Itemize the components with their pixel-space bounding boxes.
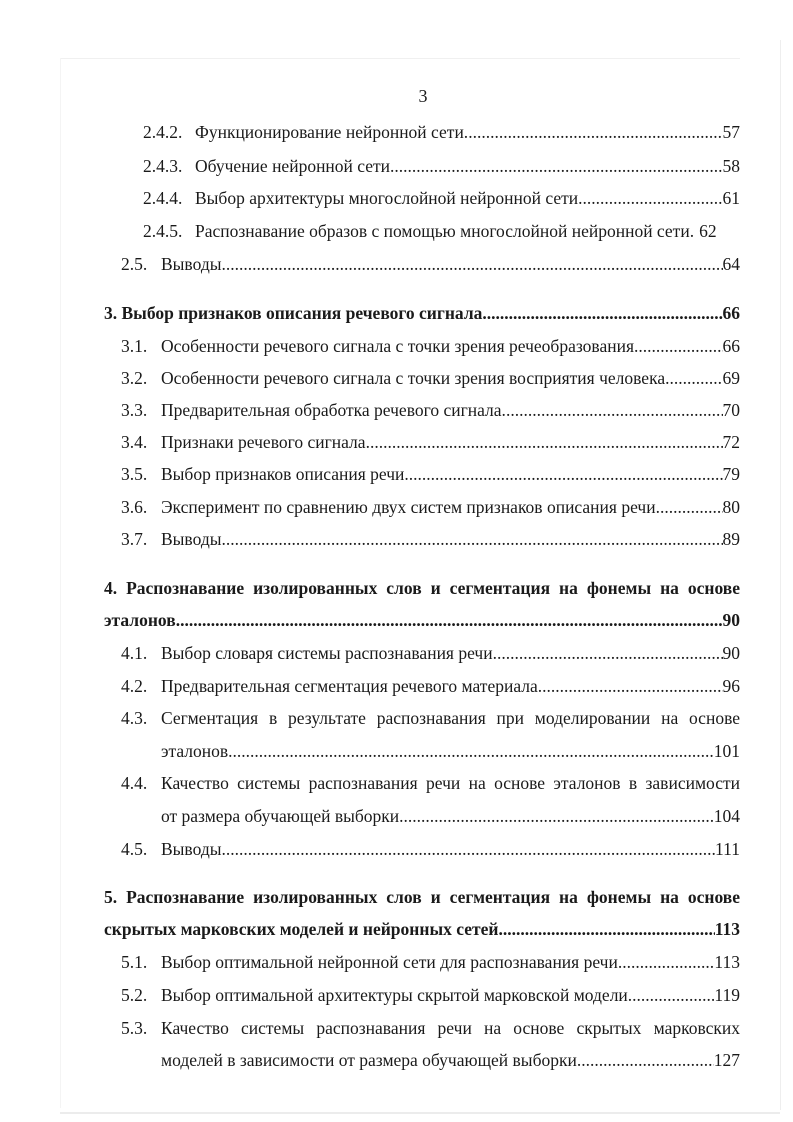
toc-entry-title: Выводы (161, 254, 222, 274)
toc-entry[interactable] (143, 220, 740, 242)
toc-leader-dots (366, 431, 723, 453)
toc-leader-dots (618, 951, 715, 973)
toc-entry-title: Выводы (161, 839, 222, 859)
toc-entry[interactable] (121, 838, 740, 860)
toc-leader-dots (221, 838, 715, 860)
toc-entry-title: Выбор оптимальной нейронной сети для распознавания речи (161, 952, 618, 972)
toc-leader-dots (482, 302, 722, 324)
toc-entry-page: 80 (722, 497, 740, 517)
toc-chapter-title-line2: скрытых марковских моделей и нейронных сетей (104, 919, 499, 939)
toc-entry-page: 58 (722, 156, 740, 176)
toc-entry-page: 72 (722, 432, 740, 452)
toc-entry-page: 104 (713, 806, 740, 826)
toc-entry[interactable] (161, 805, 740, 827)
toc-entry-number: 5.3. (121, 1018, 148, 1038)
toc-entry-title: Предварительная сегментация речевого материала. (161, 676, 543, 696)
toc-entry-title: Признаки речевого сигнала (161, 432, 366, 452)
toc-entry[interactable] (121, 253, 740, 275)
toc-chapter-title: 3. Выбор признаков описания речевого сигнала (104, 303, 483, 323)
toc-entry-title: Предварительная обработка речевого сигнала. (161, 400, 506, 420)
toc-entry-number: 4.4. (121, 773, 148, 793)
toc-entry[interactable] (121, 367, 740, 389)
toc-entry[interactable] (121, 496, 740, 518)
toc-entry-title-line2: эталонов. (161, 741, 233, 761)
toc-leader-dots (404, 463, 722, 485)
toc-leader-dots (583, 187, 723, 209)
toc-entry-page: 96 (722, 676, 740, 696)
toc-entry[interactable] (143, 187, 740, 209)
toc-entry-number: 2.4.4. (143, 188, 183, 208)
toc-entry[interactable] (121, 431, 740, 453)
toc-entry-title-line1[interactable]: Сегментация в результате распознавания при моделировании на основе (161, 708, 740, 728)
toc-entry[interactable] (121, 399, 740, 421)
toc-entry[interactable] (143, 121, 740, 143)
toc-entry-page: 113 (714, 952, 740, 972)
toc-chapter-title-line1[interactable]: 4. Распознавание изолированных слов и сегментация на фонемы на основе (104, 578, 740, 598)
toc-leader-dots (404, 805, 714, 827)
toc-entry-number: 3.2. (121, 368, 148, 388)
toc-chapter-title-line2: эталонов (104, 610, 176, 630)
toc-entry-title: Особенности речевого сигнала с точки зрения речеобразования. (161, 336, 639, 356)
toc-entry[interactable] (161, 740, 740, 762)
toc-entry-number: 4.3. (121, 708, 148, 728)
toc-leader-dots (638, 335, 722, 357)
toc-entry-page: 57 (722, 122, 740, 142)
toc-entry-page: 61 (722, 188, 740, 208)
toc-entry-number: 2.4.2. (143, 122, 183, 142)
toc-entry-title: Эксперимент по сравнению двух систем признаков описания речи. (161, 497, 660, 517)
toc-chapter[interactable] (104, 609, 740, 631)
toc-chapter[interactable] (104, 302, 740, 324)
toc-entry-number: 3.6. (121, 497, 148, 517)
toc-entry-title: Выбор архитектуры многослойной нейронной сети. (195, 188, 583, 208)
toc-entry-page: 66 (722, 336, 740, 356)
toc-entry[interactable] (143, 155, 740, 177)
toc-entry-title: Обучение нейронной сети. (195, 156, 395, 176)
toc-entry[interactable] (161, 1049, 740, 1071)
toc-leader-dots (468, 121, 722, 143)
toc-entry[interactable] (121, 642, 740, 664)
toc-entry-title: Выбор признаков описания речи (161, 464, 405, 484)
toc-entry-page: 64 (722, 254, 740, 274)
toc-entry[interactable] (121, 335, 740, 357)
toc-entry-number: 3.3. (121, 400, 148, 420)
toc-entry-number: 3.4. (121, 432, 148, 452)
toc-entry-number: 3.7. (121, 529, 148, 549)
toc-chapter-title-line1[interactable]: 5. Распознавание изолированных слов и сегментация на фонемы на основе (104, 887, 740, 907)
page-number: 3 (418, 86, 428, 106)
toc-entry-number: 2.5. (121, 254, 148, 274)
toc-entry-page: 62 (699, 221, 717, 241)
toc-entry-page: 101 (713, 741, 740, 761)
toc-leader-dots (669, 367, 722, 389)
toc-chapter-page: 113 (714, 919, 740, 939)
toc-entry-number: 5.2. (121, 985, 148, 1005)
toc-entry[interactable] (121, 675, 740, 697)
toc-leader-dots (498, 918, 714, 940)
toc-leader-dots (581, 1049, 714, 1071)
toc-entry-page: 70 (722, 400, 740, 420)
toc-entry-page: 69 (722, 368, 740, 388)
toc-chapter-page: 66 (722, 303, 740, 323)
toc-entry-number: 2.4.3. (143, 156, 183, 176)
toc-entry[interactable] (121, 528, 740, 550)
toc-entry-number: 5.1. (121, 952, 148, 972)
toc-entry[interactable] (121, 951, 740, 973)
toc-entry-number: 4.1. (121, 643, 148, 663)
toc-leader-dots (221, 253, 722, 275)
toc-chapter-page: 90 (722, 610, 740, 630)
toc-entry-page: 89 (722, 529, 740, 549)
toc-entry-title-line1[interactable]: Качество системы распознавания речи на основе скрытых марковских (161, 1018, 740, 1038)
toc-leader-dots (176, 609, 723, 631)
toc-entry-page: 79 (722, 464, 740, 484)
toc-entry-number: 4.2. (121, 676, 148, 696)
toc-entry-number: 3.1. (121, 336, 148, 356)
toc-entry-title: Выбор оптимальной архитектуры скрытой марковской модели (161, 985, 628, 1005)
toc-entry-title: Распознавание образов с помощью многослойной нейронной сети. (195, 221, 695, 241)
toc-leader-dots (506, 399, 723, 421)
toc-leader-dots (233, 740, 714, 762)
toc-leader-dots (660, 496, 723, 518)
toc-entry-number: 4.5. (121, 839, 148, 859)
toc-entry-page: 127 (713, 1050, 740, 1070)
toc-entry-number: 2.4.5. (143, 221, 183, 241)
toc-entry-title: Функционирование нейронной сети. (195, 122, 469, 142)
toc-entry-page: 119 (714, 985, 740, 1005)
toc-leader-dots (497, 642, 723, 664)
toc-entry[interactable] (121, 984, 740, 1006)
toc-entry-title-line2: от размера обучающей выборки. (161, 806, 404, 826)
toc-entry-title-line1[interactable]: Качество системы распознавания речи на основе эталонов в зависимости (161, 773, 740, 793)
toc-leader-dots (394, 155, 722, 177)
toc-entry[interactable] (121, 463, 740, 485)
toc-leader-dots (542, 675, 722, 697)
toc-entry-title-line2: моделей в зависимости от размера обучающей выборки. (161, 1050, 582, 1070)
toc-entry-page: 90 (722, 643, 740, 663)
toc-entry-title: Особенности речевого сигнала с точки зрения восприятия человека. (161, 368, 670, 388)
toc-leader-dots (221, 528, 722, 550)
toc-chapter[interactable] (104, 918, 740, 940)
toc-leader-dots (628, 984, 715, 1006)
toc-entry-page: 111 (715, 839, 740, 859)
toc-entry-number: 3.5. (121, 464, 148, 484)
toc-entry-title: Выводы (161, 529, 222, 549)
toc-entry-title: Выбор словаря системы распознавания речи. (161, 643, 497, 663)
